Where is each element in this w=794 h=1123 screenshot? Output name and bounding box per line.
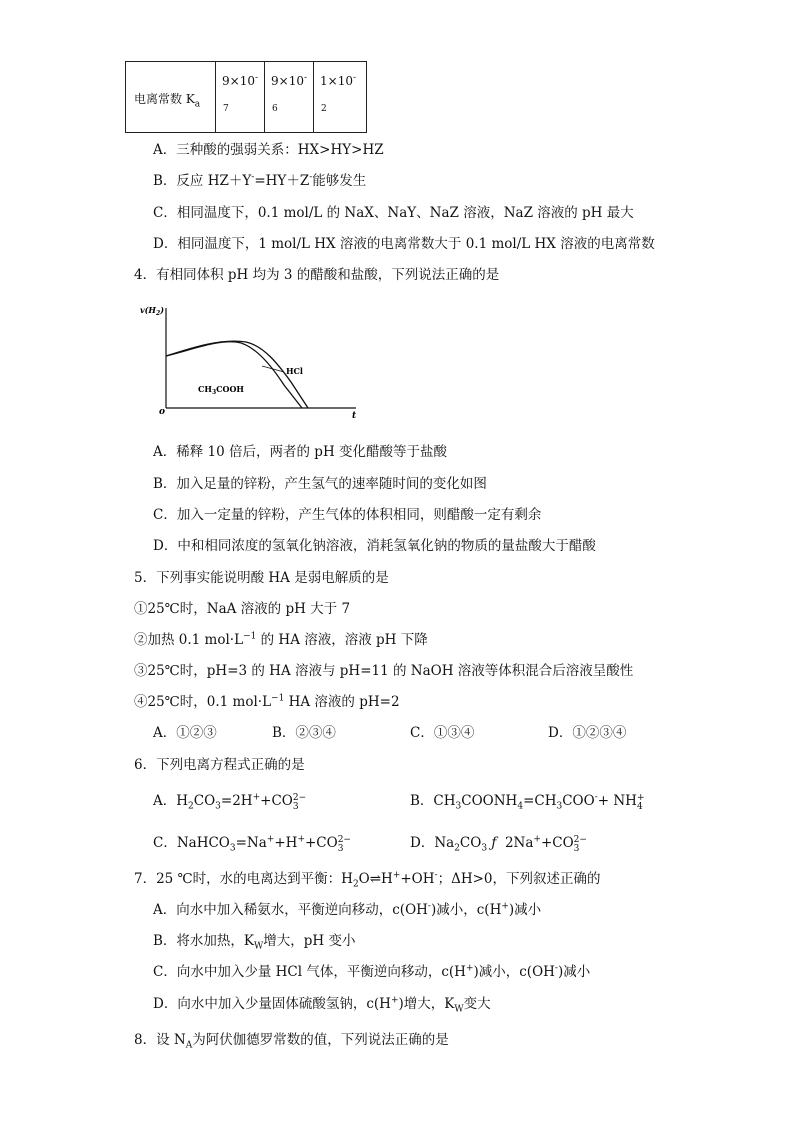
q5-option-b: B．②③④ [272,725,336,741]
q5-item-3: ③25℃时，pH=3 的 HA 溶液与 pH=11 的 NaOH 溶液等体积混合后溶液呈酸性 [134,663,634,679]
q5-option-c: C．①③④ [410,725,475,741]
q7-stem: 7．25 ℃时，水的电离达到平衡：$H_2O\rightleftharpoons H^++OH^-$；ΔH>0，下列叙述正确的 [134,870,601,890]
q5-item-1: ①25℃时，NaA 溶液的 pH 大于 7 [134,601,351,617]
q6-option-a: A．$H_2CO_3=2H^++CO$ 2− 3 [153,792,307,812]
q5-stem: 5．下列事实能说明酸 HA 是弱电解质的是 [134,570,389,586]
q5-option-d: D．①②③④ [548,725,627,741]
q5-item-2: ②加热 0.1 $mol\cdot L^{-1}$ 的 HA 溶液，溶液 pH 下降 [134,631,428,648]
q3-option-a: A．三种酸的强弱关系：HX>HY>HZ [153,142,384,158]
ka-table [125,61,367,133]
q7-option-c: C．向水中加入少量 HCl 气体，平衡逆向移动，c(H+)减小，c(OH-)减小 [153,963,591,980]
q4-stem: 4．有相同体积 pH 均为 3 的醋酸和盐酸，下列说法正确的是 [134,267,500,283]
graph-xlabel: t [352,411,357,421]
ka-value-hz: 1×10- 2 [314,62,367,133]
q3-option-b: B．反应 HZ＋Y-=HY＋Z-能够发生 [153,172,367,189]
q7-option-d: D．向水中加入少量固体硫酸氢钠，c(H+)增大，$K_W$变大 [153,995,491,1015]
q6-option-d: D．$Na_2CO_3$ ƒ 2Na++CO 2− 3 [410,834,587,854]
q4-option-c: C．加入一定量的锌粉，产生气体的体积相同，则醋酸一定有剩余 [153,507,542,523]
q4-option-b: B．加入足量的锌粉，产生氢气的速率随时间的变化如图 [153,476,487,492]
q7-option-b: B．将水加热，$K_W$增大，pH 变小 [153,933,356,952]
rate-time-graph [136,300,366,425]
graph-origin: o [159,407,166,417]
q4-option-a: A．稀释 10 倍后，两者的 pH 变化醋酸等于盐酸 [153,444,448,460]
q3-option-c: C．相同温度下，0.1 mol/L 的 NaX、NaY、NaZ 溶液，NaZ 溶液的 pH 最大 [153,205,634,221]
ka-value-hy: 9×10- 6 [265,62,314,133]
q4-option-d: D．中和相同浓度的氢氧化钠溶液，消耗氢氧化钠的物质的量盐酸大于醋酸 [153,538,596,554]
q3-option-d: D．相同温度下，1 mol/L HX 溶液的电离常数大于 0.1 mol/L HX 溶液的电离常数 [153,236,655,252]
ka-label-cell: 电离常数 $K_a$ [126,62,216,133]
ka-value-hx: 9×10- 7 [216,62,265,133]
q7-option-a: A．向水中加入稀氨水，平衡逆向移动，c(OH-)减小，c(H+)减小 [153,901,542,918]
graph-ch3cooh-label: $CH_3COOH$ [198,384,244,396]
q5-item-4: ④25℃时，0.1 $mol\cdot L^{-1}$ HA 溶液的 pH=2 [134,693,400,710]
ch3cooh-curve [166,342,302,408]
q6-option-c: C．NaHCO$_3$=Na++H++CO 2− 3 [153,834,351,854]
q8-stem: 8．设 $N_A$为阿伏伽德罗常数的值，下列说法正确的是 [134,1032,449,1051]
q5-option-a: A．①②③ [153,725,217,741]
graph-hcl-label: HCl [286,366,303,376]
equilibrium-symbol: ƒ [491,835,497,851]
q6-stem: 6．下列电离方程式正确的是 [134,757,305,773]
q6-option-b: B．$CH_3COONH_4=CH_3COO^-+$ NH + 4 [410,792,645,812]
graph-ylabel: $v(H_2)$ [140,305,164,317]
